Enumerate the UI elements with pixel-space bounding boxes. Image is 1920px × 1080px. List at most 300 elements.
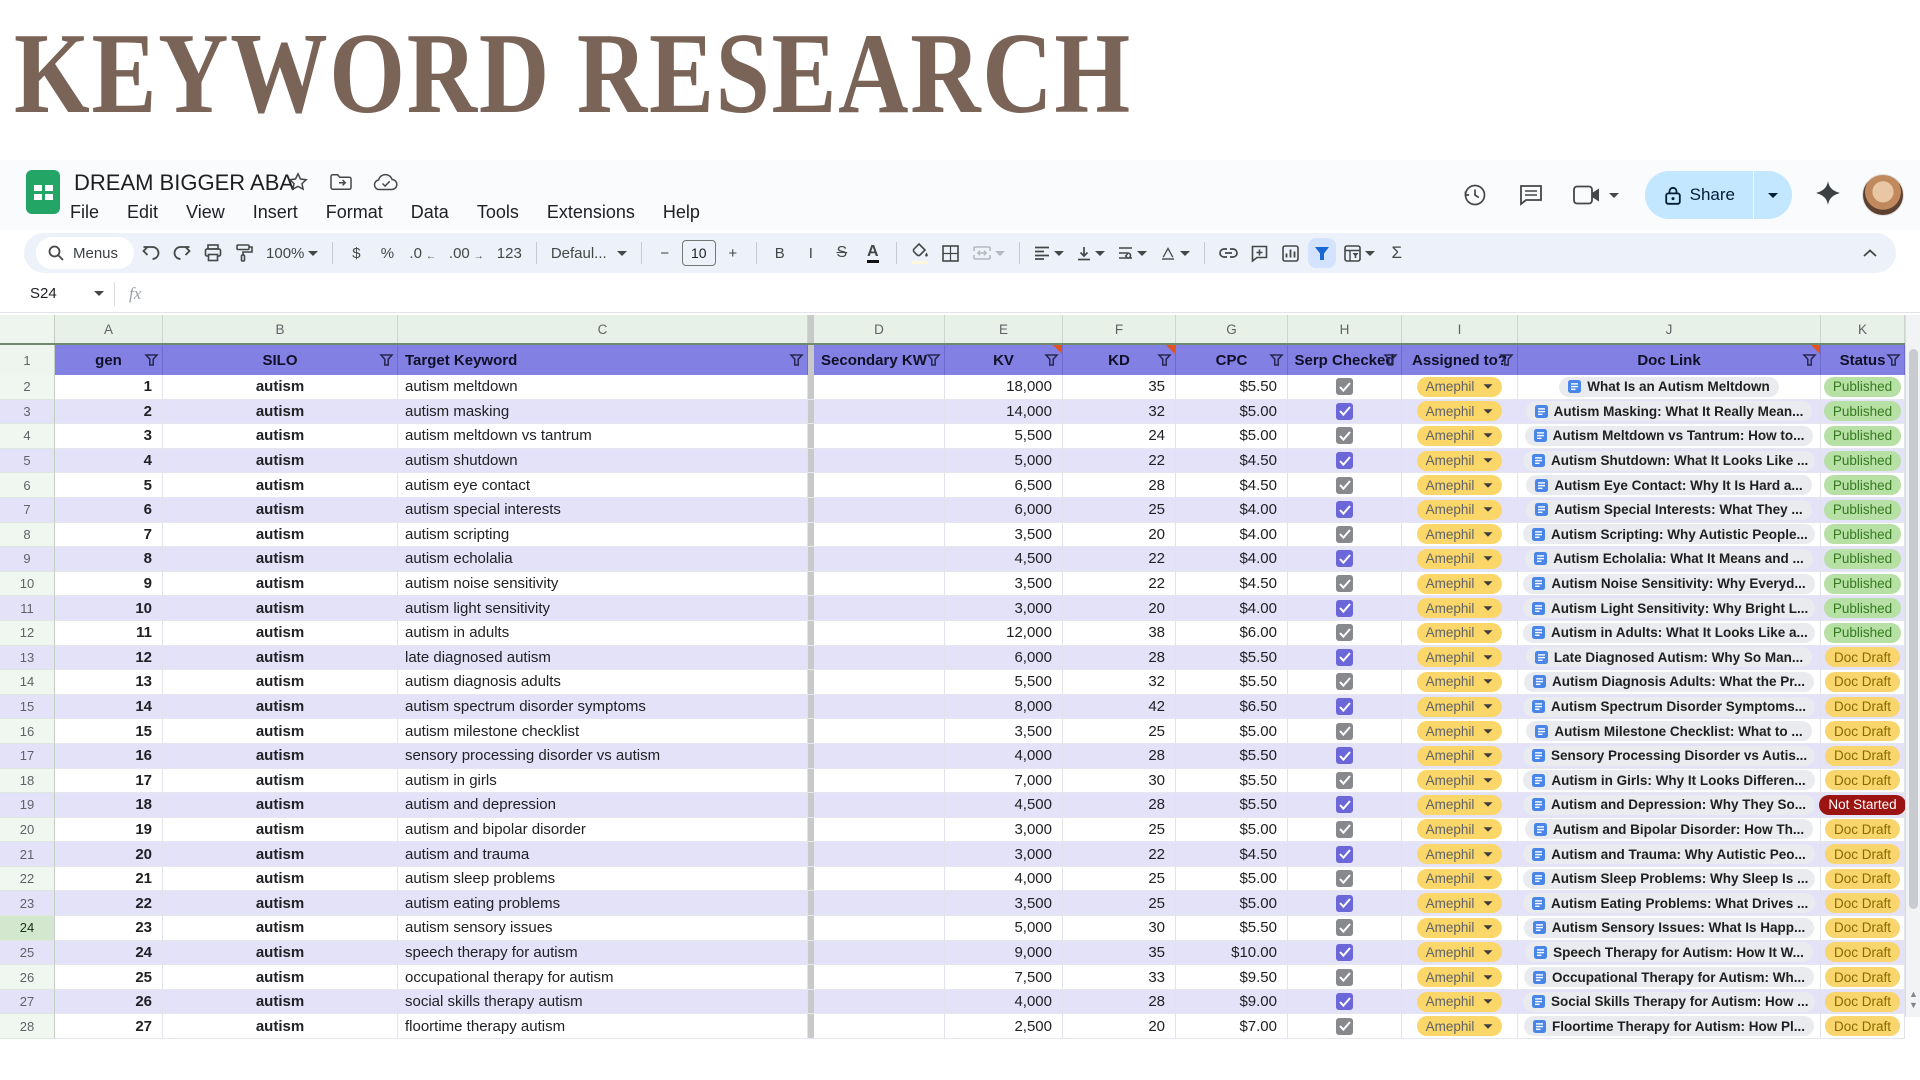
cell-status[interactable] [1821,842,1905,867]
text-color-button[interactable]: A [867,244,879,263]
cell-doc-link[interactable] [1518,990,1821,1015]
cell-kv[interactable]: 3,500 [945,572,1063,597]
serp-checkbox[interactable] [1336,624,1353,641]
zoom-select[interactable]: 100% [261,238,323,268]
cell-gen[interactable]: 5 [55,473,163,498]
cell-cpc[interactable]: $6.00 [1176,621,1288,646]
column-letter-H[interactable]: H [1288,315,1402,343]
serp-checkbox[interactable] [1336,477,1353,494]
cell-serp-checked[interactable] [1288,621,1402,646]
cell-status[interactable] [1821,965,1905,990]
row-number[interactable]: 3 [0,400,55,425]
cell-kv[interactable]: 5,000 [945,916,1063,941]
menu-view[interactable]: View [186,202,225,222]
print-icon[interactable] [199,238,227,268]
cell-doc-link[interactable] [1518,473,1821,498]
doc-link-chip[interactable]: Autism Masking: What It Really Mean... [1526,401,1813,421]
header-cell-kd[interactable]: KD [1063,345,1176,375]
menu-extensions[interactable]: Extensions [546,202,635,222]
cell-cpc[interactable]: $5.00 [1176,818,1288,843]
row-number[interactable]: 14 [0,670,55,695]
cell-gen[interactable]: 21 [55,867,163,892]
cell-silo[interactable]: autism [163,891,398,916]
cell-gen[interactable]: 8 [55,547,163,572]
assigned-dropdown[interactable]: Amephil [1417,893,1503,913]
cell-assigned-to[interactable] [1402,400,1518,425]
cell-doc-link[interactable] [1518,695,1821,720]
cell-silo[interactable]: autism [163,769,398,794]
cell-target-keyword[interactable]: autism meltdown vs tantrum [398,424,808,449]
doc-link-chip[interactable]: What Is an Autism Meltdown [1559,377,1779,397]
scrollbar-arrows-icon[interactable]: ▲ ▼ [1909,989,1918,1010]
assigned-dropdown[interactable]: Amephil [1417,623,1503,643]
doc-link-chip[interactable]: Sensory Processing Disorder vs Autis... [1523,746,1815,766]
cell-silo[interactable]: autism [163,646,398,671]
cell-silo[interactable]: autism [163,498,398,523]
doc-link-chip[interactable]: Autism Noise Sensitivity: Why Everyd... [1523,574,1814,594]
menu-data[interactable]: Data [410,202,449,222]
row-number[interactable]: 15 [0,695,55,720]
cell-assigned-to[interactable] [1402,695,1518,720]
cell-assigned-to[interactable] [1402,449,1518,474]
cell-target-keyword[interactable]: autism sensory issues [398,916,808,941]
cell-kd[interactable]: 28 [1063,990,1176,1015]
cell-gen[interactable]: 16 [55,744,163,769]
assigned-dropdown[interactable]: Amephil [1417,992,1503,1012]
row-number[interactable]: 23 [0,891,55,916]
cell-target-keyword[interactable]: autism in adults [398,621,808,646]
cell-doc-link[interactable] [1518,941,1821,966]
doc-link-chip[interactable]: Autism in Girls: Why It Looks Differen... [1523,770,1814,790]
cell-assigned-to[interactable] [1402,498,1518,523]
serp-checkbox[interactable] [1336,452,1353,469]
column-letter-A[interactable]: A [55,315,163,343]
cell-kv[interactable]: 5,000 [945,449,1063,474]
cell-status[interactable] [1821,572,1905,597]
doc-link-chip[interactable]: Autism Sleep Problems: Why Sleep Is ... [1523,869,1815,889]
cell-gen[interactable]: 11 [55,621,163,646]
cell-kv[interactable]: 4,000 [945,867,1063,892]
cell-target-keyword[interactable]: autism eating problems [398,891,808,916]
cell-assigned-to[interactable] [1402,719,1518,744]
cell-cpc[interactable]: $4.50 [1176,842,1288,867]
cell-doc-link[interactable] [1518,1014,1821,1039]
cell-assigned-to[interactable] [1402,375,1518,400]
cell-serp-checked[interactable] [1288,916,1402,941]
cell-assigned-to[interactable] [1402,891,1518,916]
cell-target-keyword[interactable]: autism and depression [398,793,808,818]
cell-assigned-to[interactable] [1402,596,1518,621]
serp-checkbox[interactable] [1336,772,1353,789]
doc-link-chip[interactable]: Autism Milestone Checklist: What to ... [1526,721,1811,741]
text-rotation-button[interactable] [1155,238,1195,268]
cell-serp-checked[interactable] [1288,695,1402,720]
doc-link-chip[interactable]: Autism Sensory Issues: What Is Happ... [1524,918,1815,938]
cell-serp-checked[interactable] [1288,473,1402,498]
column-letter-K[interactable]: K [1821,315,1905,343]
cell-cpc[interactable]: $4.00 [1176,498,1288,523]
assigned-dropdown[interactable]: Amephil [1417,500,1503,520]
assigned-dropdown[interactable]: Amephil [1417,869,1503,889]
assigned-dropdown[interactable]: Amephil [1417,377,1503,397]
doc-link-chip[interactable]: Autism Spectrum Disorder Symptoms... [1523,697,1815,717]
cell-serp-checked[interactable] [1288,646,1402,671]
cell-kv[interactable]: 4,000 [945,744,1063,769]
serp-checkbox[interactable] [1336,944,1353,961]
cell-serp-checked[interactable] [1288,572,1402,597]
document-title[interactable]: DREAM BIGGER ABA [74,170,295,195]
row-number[interactable]: 28 [0,1014,55,1039]
decrease-font-size-button[interactable]: − [660,244,670,262]
cell-silo[interactable]: autism [163,793,398,818]
cell-gen[interactable]: 9 [55,572,163,597]
row-number[interactable]: 22 [0,867,55,892]
cell-doc-link[interactable] [1518,818,1821,843]
cell-status[interactable] [1821,1014,1905,1039]
cell-target-keyword[interactable]: autism light sensitivity [398,596,808,621]
cell-assigned-to[interactable] [1402,744,1518,769]
row-number[interactable]: 6 [0,473,55,498]
cell-cpc[interactable]: $5.50 [1176,670,1288,695]
column-letter-F[interactable]: F [1063,315,1176,343]
strikethrough-button[interactable]: S [836,244,848,261]
cell-secondary-kw[interactable] [814,744,945,769]
cell-status[interactable] [1821,695,1905,720]
sheets-logo-icon[interactable] [26,170,60,214]
cell-secondary-kw[interactable] [814,572,945,597]
cell-kd[interactable]: 22 [1063,842,1176,867]
cell-silo[interactable]: autism [163,400,398,425]
cell-kd[interactable]: 25 [1063,891,1176,916]
assigned-dropdown[interactable]: Amephil [1417,672,1503,692]
cell-doc-link[interactable] [1518,793,1821,818]
cell-doc-link[interactable] [1518,449,1821,474]
doc-link-chip[interactable]: Autism and Bipolar Disorder: How Th... [1525,819,1813,839]
doc-link-chip[interactable]: Autism Eye Contact: Why It Is Hard a... [1526,475,1811,495]
cell-kd[interactable]: 24 [1063,424,1176,449]
functions-button[interactable]: Σ [1391,243,1403,262]
cell-target-keyword[interactable]: autism eye contact [398,473,808,498]
cell-assigned-to[interactable] [1402,793,1518,818]
cell-silo[interactable]: autism [163,449,398,474]
cell-kv[interactable]: 14,000 [945,400,1063,425]
cell-secondary-kw[interactable] [814,473,945,498]
menu-tools[interactable]: Tools [476,202,519,222]
cell-target-keyword[interactable]: autism and trauma [398,842,808,867]
cell-secondary-kw[interactable] [814,769,945,794]
name-box-caret-icon[interactable] [94,291,104,296]
cell-kd[interactable]: 25 [1063,719,1176,744]
cell-secondary-kw[interactable] [814,941,945,966]
cell-target-keyword[interactable]: sensory processing disorder vs autism [398,744,808,769]
assigned-dropdown[interactable]: Amephil [1417,426,1503,446]
cell-kv[interactable]: 6,000 [945,646,1063,671]
assigned-dropdown[interactable]: Amephil [1417,721,1503,741]
cell-doc-link[interactable] [1518,424,1821,449]
header-cell-silo[interactable]: SILO [163,345,398,375]
assigned-dropdown[interactable]: Amephil [1417,574,1503,594]
cell-gen[interactable]: 6 [55,498,163,523]
cell-kv[interactable]: 3,000 [945,596,1063,621]
redo-button[interactable] [168,238,196,268]
cell-kv[interactable]: 4,500 [945,793,1063,818]
cell-status[interactable] [1821,473,1905,498]
cell-silo[interactable]: autism [163,596,398,621]
cell-status[interactable] [1821,990,1905,1015]
cell-cpc[interactable]: $6.50 [1176,695,1288,720]
cell-doc-link[interactable] [1518,572,1821,597]
cell-kd[interactable]: 35 [1063,375,1176,400]
search-menus-button[interactable] [36,237,134,269]
cell-kd[interactable]: 22 [1063,449,1176,474]
doc-link-chip[interactable]: Autism in Adults: What It Looks Like a... [1523,623,1815,643]
doc-link-chip[interactable]: Autism and Trauma: Why Autistic Peo... [1523,844,1815,864]
cell-kv[interactable]: 3,500 [945,891,1063,916]
serp-checkbox[interactable] [1336,649,1353,666]
cell-serp-checked[interactable] [1288,449,1402,474]
cell-kd[interactable]: 28 [1063,646,1176,671]
assigned-dropdown[interactable]: Amephil [1417,942,1503,962]
row-number[interactable]: 10 [0,572,55,597]
cell-cpc[interactable]: $4.50 [1176,473,1288,498]
cell-serp-checked[interactable] [1288,744,1402,769]
cell-secondary-kw[interactable] [814,719,945,744]
cell-silo[interactable]: autism [163,695,398,720]
cell-serp-checked[interactable] [1288,424,1402,449]
cell-silo[interactable]: autism [163,523,398,548]
row-number[interactable]: 4 [0,424,55,449]
cell-cpc[interactable]: $5.00 [1176,891,1288,916]
cell-secondary-kw[interactable] [814,400,945,425]
cell-serp-checked[interactable] [1288,596,1402,621]
column-letter-J[interactable]: J [1518,315,1821,343]
cell-gen[interactable]: 14 [55,695,163,720]
header-cell-secondary-kw[interactable]: Secondary KW [814,345,945,375]
cell-doc-link[interactable] [1518,965,1821,990]
cell-kd[interactable]: 25 [1063,498,1176,523]
cell-gen[interactable]: 4 [55,449,163,474]
cell-secondary-kw[interactable] [814,424,945,449]
cell-gen[interactable]: 27 [55,1014,163,1039]
assigned-dropdown[interactable]: Amephil [1417,918,1503,938]
header-cell-cpc[interactable]: CPC [1176,345,1288,375]
doc-link-chip[interactable]: Speech Therapy for Autism: How It W... [1525,942,1813,962]
cell-serp-checked[interactable] [1288,375,1402,400]
cloud-status-icon[interactable] [374,174,398,191]
undo-button[interactable] [137,238,165,268]
cell-serp-checked[interactable] [1288,547,1402,572]
cell-kv[interactable]: 4,500 [945,547,1063,572]
more-formats-button[interactable]: 123 [496,244,522,262]
cell-secondary-kw[interactable] [814,891,945,916]
cell-target-keyword[interactable]: autism special interests [398,498,808,523]
increase-decimal-button[interactable]: .00 → [448,244,484,262]
row-number[interactable]: 11 [0,596,55,621]
menu-insert[interactable]: Insert [252,202,298,222]
insert-comment-icon[interactable] [1246,238,1274,268]
cell-serp-checked[interactable] [1288,818,1402,843]
serp-checkbox[interactable] [1336,993,1353,1010]
comments-icon[interactable] [1517,181,1545,209]
cell-target-keyword[interactable]: autism shutdown [398,449,808,474]
version-history-icon[interactable] [1461,181,1489,209]
cell-reference-box[interactable] [0,285,104,302]
cell-doc-link[interactable] [1518,400,1821,425]
row-number[interactable]: 16 [0,719,55,744]
cell-doc-link[interactable] [1518,842,1821,867]
star-icon[interactable] [288,172,308,192]
cell-gen[interactable]: 24 [55,941,163,966]
cell-serp-checked[interactable] [1288,842,1402,867]
cell-assigned-to[interactable] [1402,1014,1518,1039]
cell-secondary-kw[interactable] [814,965,945,990]
cell-silo[interactable]: autism [163,744,398,769]
menu-format[interactable]: Format [325,202,383,222]
cell-cpc[interactable]: $5.50 [1176,744,1288,769]
assigned-dropdown[interactable]: Amephil [1417,746,1503,766]
cell-cpc[interactable]: $4.00 [1176,596,1288,621]
cell-target-keyword[interactable]: autism and bipolar disorder [398,818,808,843]
cell-assigned-to[interactable] [1402,965,1518,990]
assigned-dropdown[interactable]: Amephil [1417,549,1503,569]
cell-cpc[interactable]: $5.50 [1176,646,1288,671]
cell-kd[interactable]: 30 [1063,916,1176,941]
doc-link-chip[interactable]: Autism Eating Problems: What Drives ... [1523,893,1815,913]
cell-secondary-kw[interactable] [814,916,945,941]
cell-target-keyword[interactable]: autism masking [398,400,808,425]
doc-link-chip[interactable]: Occupational Therapy for Autism: Wh... [1524,967,1814,987]
cell-gen[interactable]: 10 [55,596,163,621]
row-number[interactable]: 8 [0,523,55,548]
cell-cpc[interactable]: $5.00 [1176,719,1288,744]
cell-cpc[interactable]: $5.50 [1176,793,1288,818]
cell-assigned-to[interactable] [1402,769,1518,794]
cell-kd[interactable]: 22 [1063,572,1176,597]
cell-status[interactable] [1821,891,1905,916]
cell-assigned-to[interactable] [1402,547,1518,572]
cell-gen[interactable]: 12 [55,646,163,671]
cell-doc-link[interactable] [1518,719,1821,744]
cell-cpc[interactable]: $10.00 [1176,941,1288,966]
cell-doc-link[interactable] [1518,769,1821,794]
serp-checkbox[interactable] [1336,796,1353,813]
cell-silo[interactable]: autism [163,375,398,400]
cell-status[interactable] [1821,596,1905,621]
cell-cpc[interactable]: $5.00 [1176,867,1288,892]
header-cell-serp-checked[interactable]: Serp Checked [1288,345,1402,375]
serp-checkbox[interactable] [1336,427,1353,444]
row-number[interactable]: 9 [0,547,55,572]
cell-status[interactable] [1821,646,1905,671]
cell-assigned-to[interactable] [1402,842,1518,867]
sheet-grid[interactable] [0,315,1905,1035]
cell-assigned-to[interactable] [1402,646,1518,671]
cell-serp-checked[interactable] [1288,670,1402,695]
doc-link-chip[interactable]: Autism Shutdown: What It Looks Like ... [1523,451,1815,471]
cell-gen[interactable]: 25 [55,965,163,990]
cell-kd[interactable]: 25 [1063,818,1176,843]
cell-doc-link[interactable] [1518,744,1821,769]
cell-target-keyword[interactable]: autism diagnosis adults [398,670,808,695]
cell-serp-checked[interactable] [1288,990,1402,1015]
cell-kd[interactable]: 32 [1063,400,1176,425]
assigned-dropdown[interactable]: Amephil [1417,475,1503,495]
cell-kd[interactable]: 28 [1063,744,1176,769]
cell-doc-link[interactable] [1518,867,1821,892]
cell-secondary-kw[interactable] [814,842,945,867]
row-number[interactable]: 24 [0,916,55,941]
header-cell-kv[interactable]: KV [945,345,1063,375]
cell-status[interactable] [1821,547,1905,572]
cell-gen[interactable]: 15 [55,719,163,744]
row-number[interactable]: 1 [0,345,55,375]
scrollbar-thumb[interactable] [1909,349,1918,909]
decrease-decimal-button[interactable]: .0 ← [409,244,436,262]
row-number[interactable]: 19 [0,793,55,818]
cell-cpc[interactable]: $4.50 [1176,572,1288,597]
cell-secondary-kw[interactable] [814,523,945,548]
cell-gen[interactable]: 18 [55,793,163,818]
cell-kd[interactable]: 30 [1063,769,1176,794]
doc-link-chip[interactable]: Autism and Depression: Why They So... [1523,795,1815,815]
doc-link-chip[interactable]: Autism Echolalia: What It Means and ... [1525,549,1813,569]
insert-chart-icon[interactable] [1277,238,1305,268]
cell-target-keyword[interactable]: autism sleep problems [398,867,808,892]
cell-secondary-kw[interactable] [814,695,945,720]
cell-target-keyword[interactable]: autism milestone checklist [398,719,808,744]
cell-kd[interactable]: 38 [1063,621,1176,646]
cell-kv[interactable]: 5,500 [945,424,1063,449]
cell-kd[interactable]: 20 [1063,1014,1176,1039]
horizontal-align-button[interactable] [1029,238,1069,268]
assigned-dropdown[interactable]: Amephil [1417,819,1503,839]
cell-silo[interactable]: autism [163,916,398,941]
doc-link-chip[interactable]: Autism Light Sensitivity: Why Bright L... [1523,598,1815,618]
serp-checkbox[interactable] [1336,673,1353,690]
cell-status[interactable] [1821,793,1905,818]
assigned-dropdown[interactable]: Amephil [1417,967,1503,987]
assigned-dropdown[interactable]: Amephil [1417,524,1503,544]
cell-serp-checked[interactable] [1288,769,1402,794]
cell-doc-link[interactable] [1518,547,1821,572]
cell-secondary-kw[interactable] [814,646,945,671]
column-letter-E[interactable]: E [945,315,1063,343]
cell-doc-link[interactable] [1518,891,1821,916]
cell-doc-link[interactable] [1518,621,1821,646]
cell-kv[interactable]: 12,000 [945,621,1063,646]
cell-target-keyword[interactable]: autism echolalia [398,547,808,572]
menu-edit[interactable]: Edit [127,202,159,222]
cell-secondary-kw[interactable] [814,596,945,621]
cell-kv[interactable]: 6,500 [945,473,1063,498]
cell-kv[interactable]: 18,000 [945,375,1063,400]
doc-link-chip[interactable]: Autism Diagnosis Adults: What the Pr... [1524,672,1814,692]
cell-cpc[interactable]: $7.00 [1176,1014,1288,1039]
cell-silo[interactable]: autism [163,547,398,572]
cell-serp-checked[interactable] [1288,867,1402,892]
cell-assigned-to[interactable] [1402,941,1518,966]
cell-target-keyword[interactable]: social skills therapy autism [398,990,808,1015]
cell-doc-link[interactable] [1518,523,1821,548]
borders-button[interactable] [937,238,965,268]
create-filter-button[interactable] [1308,238,1336,268]
column-letter-I[interactable]: I [1402,315,1518,343]
share-button[interactable] [1645,171,1792,219]
column-letter-B[interactable]: B [163,315,398,343]
serp-checkbox[interactable] [1336,870,1353,887]
column-letter-C[interactable]: C [398,315,808,343]
serp-checkbox[interactable] [1336,846,1353,863]
